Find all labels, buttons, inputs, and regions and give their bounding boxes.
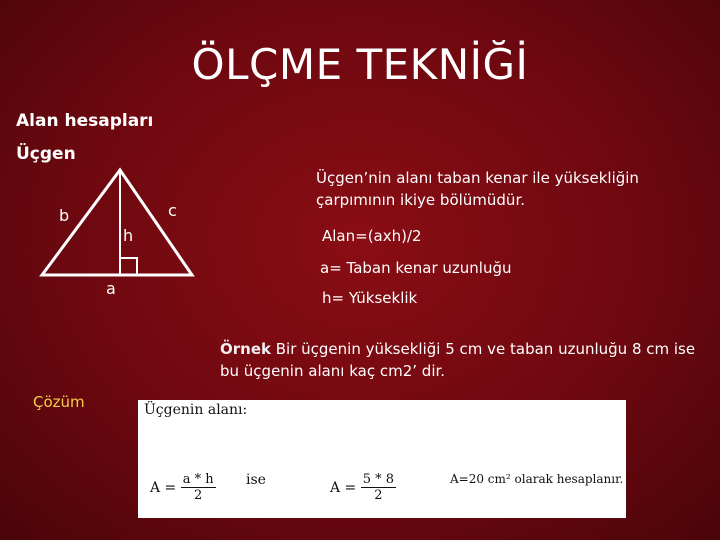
height-h-label: h — [123, 226, 134, 245]
example-block — [220, 338, 700, 382]
formula-lhs: A = — [150, 479, 177, 496]
side-c-label: c — [168, 201, 177, 220]
formula-lhs-2: A = — [330, 479, 357, 496]
section-heading: Alan hesapları — [16, 111, 154, 131]
fraction-numerator-2: 5 * 8 — [362, 472, 395, 487]
formula-fraction — [181, 472, 216, 503]
side-b-label: b — [59, 206, 70, 225]
fraction-denominator: 2 — [194, 488, 203, 503]
fraction-numerator: a * h — [182, 472, 214, 487]
right-angle-mark — [120, 258, 137, 275]
section-subheading: Üçgen — [16, 144, 76, 164]
solution-title: Üçgenin alanı: — [144, 402, 248, 418]
example-text: Bir üçgenin yüksekliği 5 cm ve taban uzunluğu 8 cm ise bu üçgenin alanı kaç cm2’ dir. — [220, 340, 696, 380]
area-description: Üçgen’nin alanı taban kenar ile yüksekliğin çarpımının ikiye bölümüdür. — [316, 169, 639, 209]
example-label: Örnek — [220, 340, 271, 358]
base-a-label: a — [106, 279, 116, 298]
fraction-denominator-2: 2 — [374, 488, 383, 503]
definition-h: h= Yükseklik — [322, 289, 418, 307]
triangle-diagram — [30, 160, 210, 280]
formula-fraction-2 — [361, 472, 396, 503]
formula-general — [150, 472, 216, 503]
solution-label: Çözüm — [33, 393, 85, 411]
definition-a: a= Taban kenar uzunluğu — [320, 259, 512, 277]
formula-substituted — [330, 472, 396, 503]
area-formula: Alan=(axh)/2 — [322, 227, 422, 245]
solution-result: A=20 cm² olarak hesaplanır. — [450, 472, 624, 486]
slide-title: ÖLÇME TEKNİĞİ — [191, 40, 529, 89]
connector-text: ise — [246, 472, 266, 488]
solution-image — [138, 400, 626, 518]
